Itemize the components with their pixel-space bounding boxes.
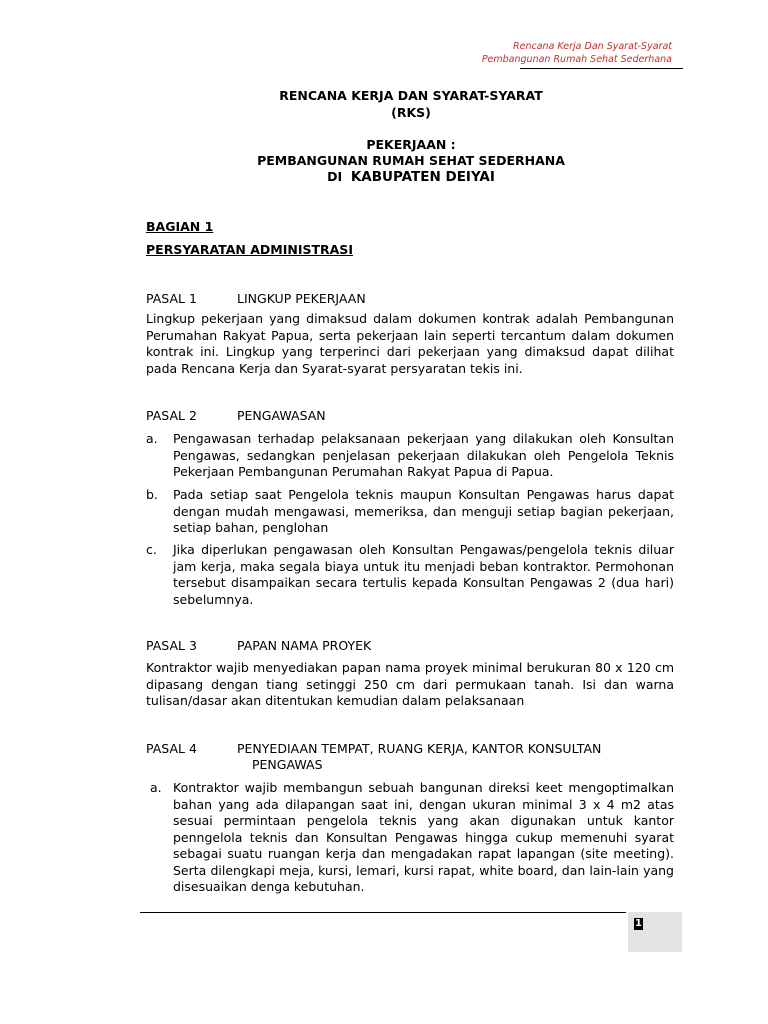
page-number: 1 <box>635 918 642 929</box>
pasal-1-heading <box>146 290 366 307</box>
section-title: PERSYARATAN ADMINISTRASI <box>146 242 353 257</box>
list-text: Pada setiap saat Pengelola teknis maupun Konsultan Pengawas harus dapat dengan mudah mengawasi, memeriksa, dan menguji setiap bagian pekerjaan, setiap bahan, penglohan <box>173 487 674 535</box>
list-label: a. <box>146 431 158 446</box>
pasal-3-number: PASAL 3 <box>146 638 197 653</box>
list-text: Kontraktor wajib membangun sebuah bangunan direksi keet mengoptimalkan bahan yang ada dilapangan saat ini, dengan ukuran minimal 3 x 4 m2 atas sesuai permintaan pengelola teknis yang akan digunakan untuk kantor penngelola teknis dan Konsultan Pengawas hingga cukup memenuhi syarat sebagai suatu ruangan kerja dan mengadakan rapat lapangan (site meeting). Serta dilengkapi meja, kursi, lemari, kursi rapat, white board, dan lain-lain yang disesuaikan denga kebutuhan. <box>173 780 674 894</box>
pasal-4-title-line-1: PENYEDIAAN TEMPAT, RUANG KERJA, KANTOR KONSULTAN <box>237 741 602 756</box>
doc-title-line-2: (RKS) <box>391 105 431 120</box>
doc-title-line-5 <box>146 168 676 186</box>
running-header-line-1: Rencana Kerja Dan Syarat-Syarat <box>513 41 672 52</box>
pasal-1-title: LINGKUP PEKERJAAN <box>237 291 366 306</box>
pasal-4-heading <box>146 740 601 757</box>
pasal-3-title: PAPAN NAMA PROYEK <box>237 638 372 653</box>
doc-title-line-3: PEKERJAAN : <box>366 137 456 152</box>
list-label: c. <box>146 542 157 557</box>
doc-title-line-1: RENCANA KERJA DAN SYARAT-SYARAT <box>279 88 543 103</box>
list-text: Jika diperlukan pengawasan oleh Konsultan Pengawas/pengelola teknis diluar jam kerja, maka segala biaya untuk itu menjadi beban kontraktor. Permohonan tersebut disampaikan secara tertulis kepada Konsultan Pengawas 2 (dua hari) sebelumnya. <box>173 542 674 607</box>
page-number-box <box>628 912 682 952</box>
pasal-2-title: PENGAWASAN <box>237 408 326 423</box>
pasal-2-number: PASAL 2 <box>146 408 197 423</box>
section-number: BAGIAN 1 <box>146 219 214 234</box>
pasal-3-heading <box>146 637 371 654</box>
pasal-2-heading <box>146 407 326 424</box>
doc-title-di: DI <box>327 169 343 184</box>
pasal-1-number: PASAL 1 <box>146 291 197 306</box>
pasal-4-number: PASAL 4 <box>146 741 197 756</box>
pasal-3-body: Kontraktor wajib menyediakan papan nama proyek minimal berukuran 80 x 120 cm dipasang dengan tiang setinggi 250 cm dari permukaan tanah. Isi dan warna tulisan/dasar akan ditentukan kemudian dalam pelaksanaan <box>146 660 674 708</box>
footer-rule <box>140 912 626 913</box>
list-text: Pengawasan terhadap pelaksanaan pekerjaan yang dilakukan oleh Konsultan Pengawas, sedangkan penjelasan pekerjaan dilakukan oleh Pengelola Teknis Pekerjaan Pembangunan Perumahan Rakyat Papua di Papua. <box>173 431 674 479</box>
doc-title-line-4: PEMBANGUNAN RUMAH SEHAT SEDERHANA <box>257 153 565 168</box>
doc-title-location: KABUPATEN DEIYAI <box>350 169 495 185</box>
running-header <box>482 40 672 66</box>
pasal-1-body: Lingkup pekerjaan yang dimaksud dalam dokumen kontrak adalah Pembangunan Perumahan Rakyat Papua, serta pekerjaan lain seperti tercantum dalam dokumen kontrak ini. Lingkup yang terperinci dari pekerjaan yang dimaksud dapat dilihat pada Rencana Kerja dan Syarat-syarat persyaratan tekis ini. <box>146 311 674 376</box>
header-rule <box>520 68 683 69</box>
list-label: a. <box>150 780 162 795</box>
pasal-4-title-line-2: PENGAWAS <box>252 757 323 772</box>
running-header-line-2: Pembangunan Rumah Sehat Sederhana <box>481 54 672 65</box>
list-label: b. <box>146 487 158 502</box>
